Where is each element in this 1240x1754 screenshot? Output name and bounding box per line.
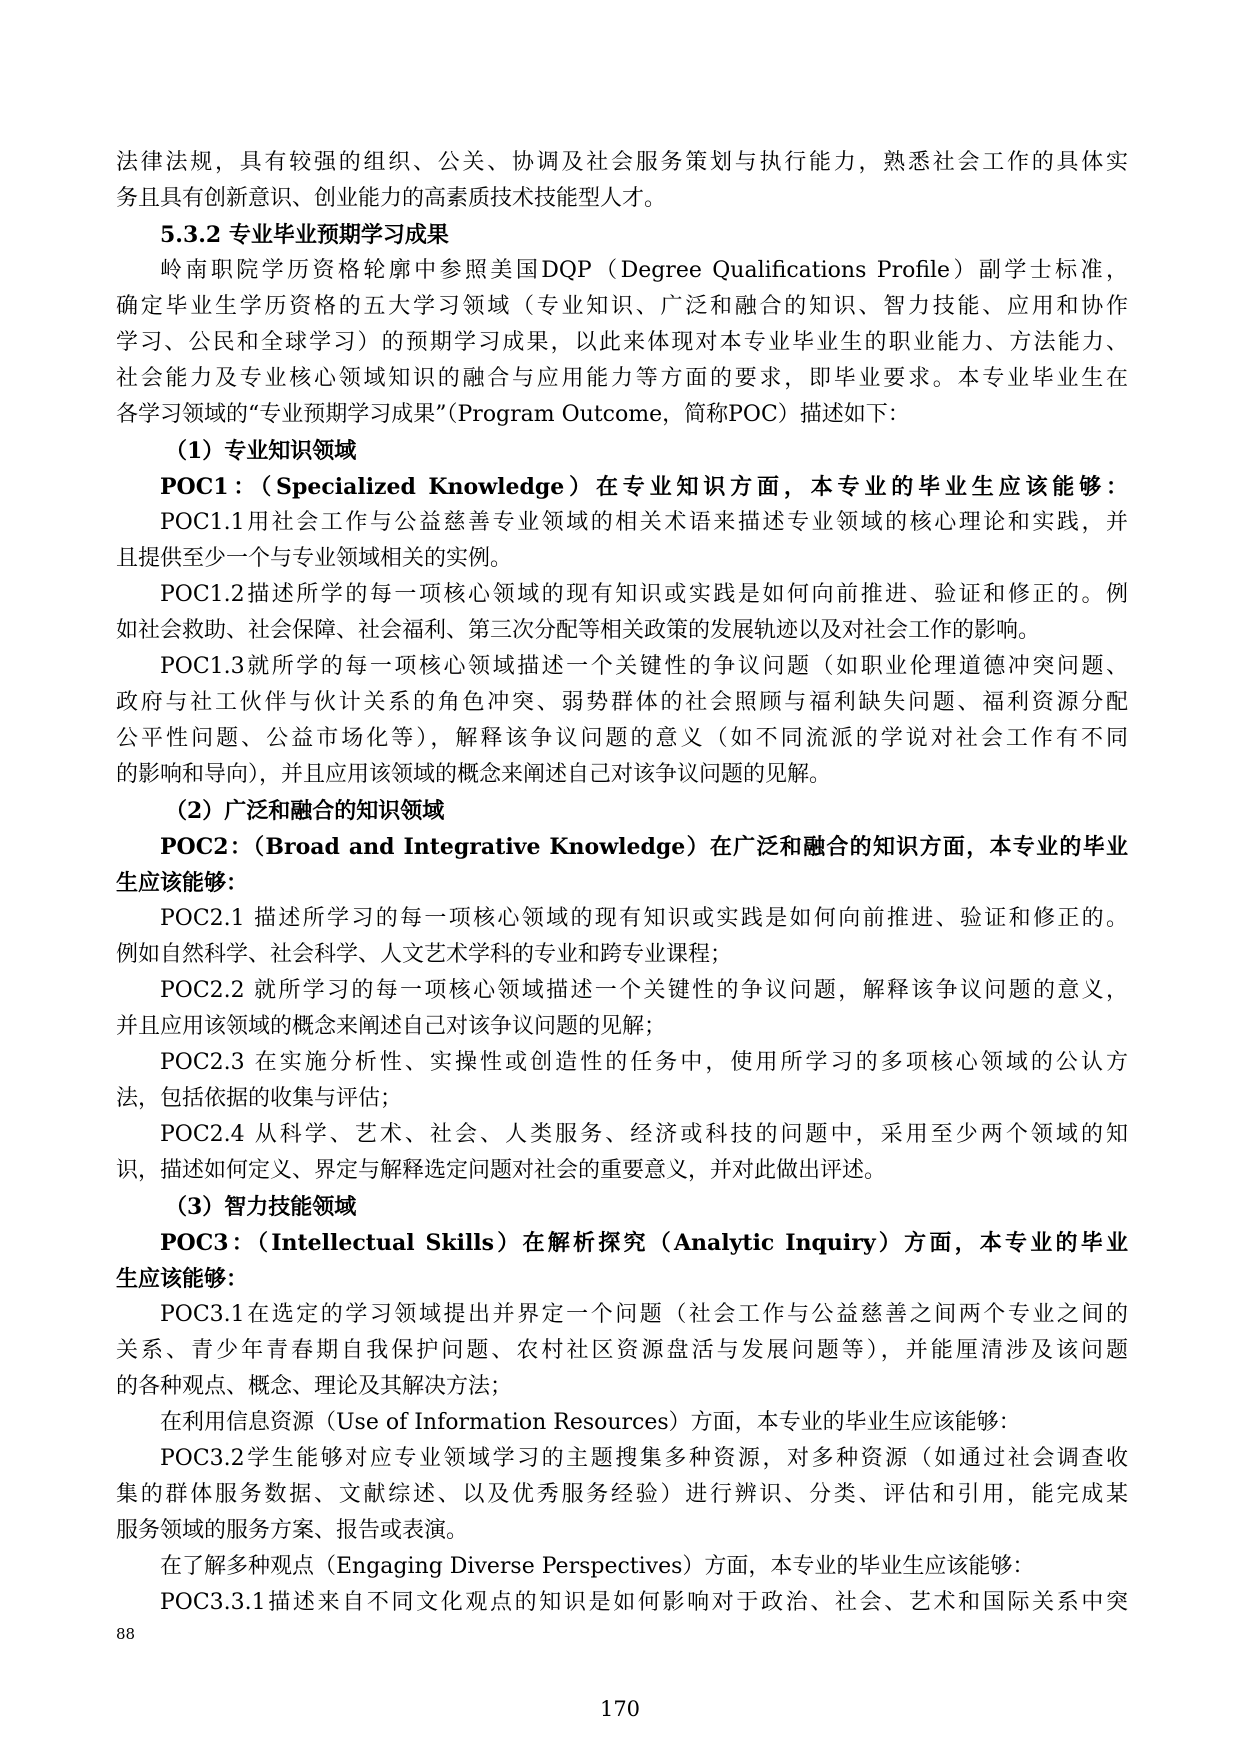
page-number: 170: [599, 1697, 641, 1721]
text-line: 各学习领域的“专业预期学习成果”（Program Outcome，简称POC）描述如下：: [116, 402, 910, 427]
poc-heading: [116, 829, 1128, 901]
text-line: 且提供至少一个与专业领域相关的实例。: [116, 546, 513, 571]
text-line: POC3.3.1描述来自不同文化观点的知识是如何影响对于政治、社会、艺术和国际关系中突: [160, 1590, 1128, 1615]
page-body: [116, 145, 1128, 1621]
text-line: 公平性问题、公益市场化等），解释该争议问题的意义（如不同流派的学说对社会工作有不同: [116, 726, 1128, 751]
text-line: 的各种观点、概念、理论及其解决方法；: [116, 1374, 513, 1399]
text-line: 务且具有创新意识、创业能力的高素质技术技能型人才。: [116, 186, 667, 211]
paragraph: [116, 901, 1128, 973]
paragraph: [116, 1441, 1128, 1549]
text-line: POC3.1在选定的学习领域提出并界定一个问题（社会工作与公益慈善之间两个专业之间的: [160, 1302, 1128, 1327]
text-line: POC3.2学生能够对应专业领域学习的主题搜集多种资源，对多种资源（如通过社会调查收: [160, 1446, 1128, 1471]
text-line: 关系、青少年青春期自我保护问题、农村社区资源盘活与发展问题等），并能厘清涉及该问题: [116, 1338, 1128, 1363]
text-line: POC2：（Broad and Integrative Knowledge）在广泛和融合的知识方面，本专业的毕业: [160, 834, 1128, 860]
paragraph: [116, 649, 1128, 793]
paragraph: [116, 1297, 1128, 1405]
paragraph: [116, 253, 1128, 433]
paragraph: [116, 145, 1128, 217]
subsection-heading: （2）广泛和融合的知识领域: [165, 798, 445, 824]
subsection-heading: （1）专业知识领域: [165, 438, 357, 464]
poc-heading: POC1：（Specialized Knowledge）在专业知识方面，本专业的毕业生应该能够：: [160, 474, 1128, 500]
text-line: 生应该能够：: [116, 1266, 249, 1292]
text-line: POC1.3就所学的每一项核心领域描述一个关键性的争议问题（如职业伦理道德冲突问题、: [160, 654, 1128, 679]
text-line: 并且应用该领域的概念来阐述自己对该争议问题的见解；: [116, 1014, 667, 1039]
text-line: POC2.3 在实施分析性、实操性或创造性的任务中，使用所学习的多项核心领域的公认方: [160, 1050, 1128, 1075]
text-line: POC2.1 描述所学习的每一项核心领域的现有知识或实践是如何向前推进、验证和修正的。: [160, 906, 1128, 931]
text-line: 学习、公民和全球学习）的预期学习成果，以此来体现对本专业毕业生的职业能力、方法能力、: [116, 330, 1128, 355]
text-line: POC1.1用社会工作与公益慈善专业领域的相关术语来描述专业领域的核心理论和实践，并: [160, 510, 1128, 535]
text-line: 确定毕业生学历资格的五大学习领域（专业知识、广泛和融合的知识、智力技能、应用和协作: [116, 294, 1128, 319]
text-line: 识，描述如何定义、界定与解释选定问题对社会的重要意义，并对此做出评述。: [116, 1158, 887, 1183]
footer-mark: 88: [116, 1625, 136, 1643]
text-line: 的影响和导向），并且应用该领域的概念来阐述自己对该争议问题的见解。: [116, 762, 832, 787]
text-line: 岭南职院学历资格轮廓中参照美国DQP（Degree Qualifications Profile）副学士标准，: [160, 258, 1128, 283]
paragraph: [116, 1045, 1128, 1117]
paragraph: [116, 577, 1128, 649]
paragraph: [116, 973, 1128, 1045]
text-line: 在了解多种观点（Engaging Diverse Perspectives）方面，本专业的毕业生应该能够：: [160, 1554, 1035, 1579]
text-line: 生应该能够：: [116, 870, 249, 896]
text-line: 法律法规，具有较强的组织、公关、协调及社会服务策划与执行能力，熟悉社会工作的具体实: [116, 150, 1128, 175]
text-line: 政府与社工伙伴与伙计关系的角色冲突、弱势群体的社会照顾与福利缺失问题、福利资源分配: [116, 690, 1128, 715]
text-line: 例如自然科学、社会科学、人文艺术学科的专业和跨专业课程；: [116, 942, 733, 967]
text-line: POC1.2描述所学的每一项核心领域的现有知识或实践是如何向前推进、验证和修正的。例: [160, 582, 1128, 607]
text-line: 在利用信息资源（Use of Information Resources）方面，本专业的毕业生应该能够：: [160, 1410, 1021, 1435]
poc-heading: [116, 1225, 1128, 1297]
section-heading: 5.3.2 专业毕业预期学习成果: [160, 222, 449, 248]
paragraph: [116, 505, 1128, 577]
paragraph: [116, 1117, 1128, 1189]
text-line: 法，包括依据的收集与评估；: [116, 1086, 403, 1111]
text-line: 集的群体服务数据、文献综述、以及优秀服务经验）进行辨识、分类、评估和引用，能完成某: [116, 1482, 1128, 1507]
text-line: 社会能力及专业核心领域知识的融合与应用能力等方面的要求，即毕业要求。本专业毕业生在: [116, 366, 1128, 391]
text-line: POC2.4 从科学、艺术、社会、人类服务、经济或科技的问题中，采用至少两个领域的知: [160, 1122, 1128, 1147]
text-line: 如社会救助、社会保障、社会福利、第三次分配等相关政策的发展轨迹以及对社会工作的影响。: [116, 618, 1041, 643]
subsection-heading: （3）智力技能领域: [165, 1194, 357, 1220]
text-line: 服务领域的服务方案、报告或表演。: [116, 1518, 469, 1543]
text-line: POC3：（Intellectual Skills）在解析探究（Analytic Inquiry）方面，本专业的毕业: [160, 1230, 1128, 1256]
text-line: POC2.2 就所学习的每一项核心领域描述一个关键性的争议问题，解释该争议问题的意义，: [160, 978, 1128, 1003]
